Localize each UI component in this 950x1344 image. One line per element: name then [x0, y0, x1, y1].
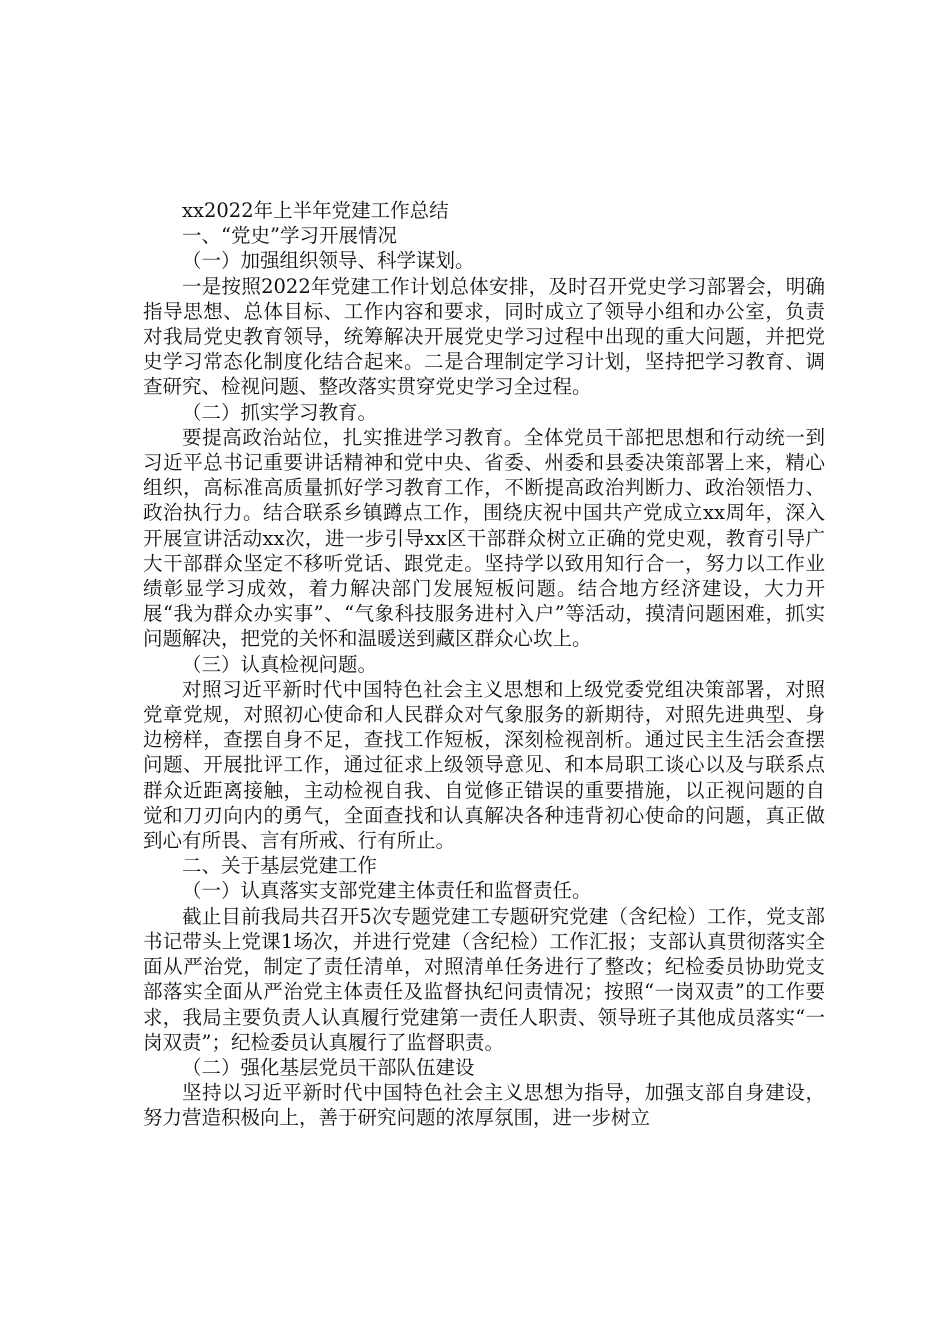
section-heading-2: 二、关于基层党建工作	[182, 854, 378, 878]
subsection-heading-1-2: （二）抓实学习教育。	[182, 400, 378, 424]
subsection-heading-1-3: （三）认真检视问题。	[182, 652, 378, 676]
subsection-heading-1-1: （一）加强组织领导、科学谋划。	[182, 249, 475, 273]
body-paragraph: 对照习近平新时代中国特色社会主义思想和上级党委党组决策部署，对照党章党规，对照初心使命和人民群众对气象服务的新期待，对照先进典型、身边榜样，查摆自身不足，查找工作短板，深刻检视剖析。通过民主生活会查摆问题、开展批评工作，通过征求上级领导意见、和本局职工谈心以及与联系点群众近距离接触，主动检视自我、自觉修正错误的重要措施，以正视问题的自觉和刀刃向内的勇气，全面查找和认真解决各种违背初心使命的问题，真正做到心有所畏、言有所戒、行有所止。	[143, 677, 825, 853]
section-heading-1: 一、“党史”学习开展情况	[182, 224, 397, 248]
body-paragraph: 坚持以习近平新时代中国特色社会主义思想为指导，加强支部自身建设，努力营造积极向上，善于研究问题的浓厚氛围，进一步树立	[143, 1081, 825, 1130]
subsection-heading-2-2: （二）强化基层党员干部队伍建设	[182, 1055, 475, 1079]
document-body	[143, 198, 825, 1131]
body-paragraph: 要提高政治站位，扎实推进学习教育。全体党员干部把思想和行动统一到习近平总书记重要讲话精神和党中央、省委、州委和县委决策部署上来，精心组织，高标准高质量抓好学习教育工作，不断提高政治判断力、政治领悟力、政治执行力。结合联系乡镇蹲点工作，围绕庆祝中国共产党成立xx周年，深入开展宣讲活动xx次，进一步引导xx区干部群众树立正确的党史观，教育引导广大干部群众坚定不移听党话、跟党走。坚持学以致用知行合一，努力以工作业绩彰显学习成效，着力解决部门发展短板问题。结合地方经济建设，大力开展“我为群众办实事”、“气象科技服务进村入户”等活动，摸清问题困难，抓实问题解决，把党的关怀和温暖送到藏区群众心坎上。	[143, 425, 825, 651]
subsection-heading-2-1: （一）认真落实支部党建主体责任和监督责任。	[182, 879, 592, 903]
document-title: xx2022年上半年党建工作总结	[182, 199, 449, 222]
body-paragraph: 截止目前我局共召开5次专题党建工专题研究党建（含纪检）工作，党支部书记带头上党课1场次，并进行党建（含纪检）工作汇报；支部认真贯彻落实全面从严治党，制定了责任清单，对照清单任务进行了整改；纪检委员协助党支部落实全面从严治党主体责任及监督执纪问责情况；按照“一岗双责”的工作要求，我局主要负责人认真履行党建第一责任人职责、领导班子其他成员落实“一岗双责”；纪检委员认真履行了监督职责。	[143, 904, 825, 1054]
body-paragraph: 一是按照2022年党建工作计划总体安排，及时召开党史学习部署会，明确指导思想、总体目标、工作内容和要求，同时成立了领导小组和办公室，负责对我局党史教育领导，统筹解决开展党史学习过程中出现的重大问题，并把党史学习常态化制度化结合起来。二是合理制定学习计划，坚持把学习教育、调查研究、检视问题、整改落实贯穿党史学习全过程。	[143, 274, 825, 399]
